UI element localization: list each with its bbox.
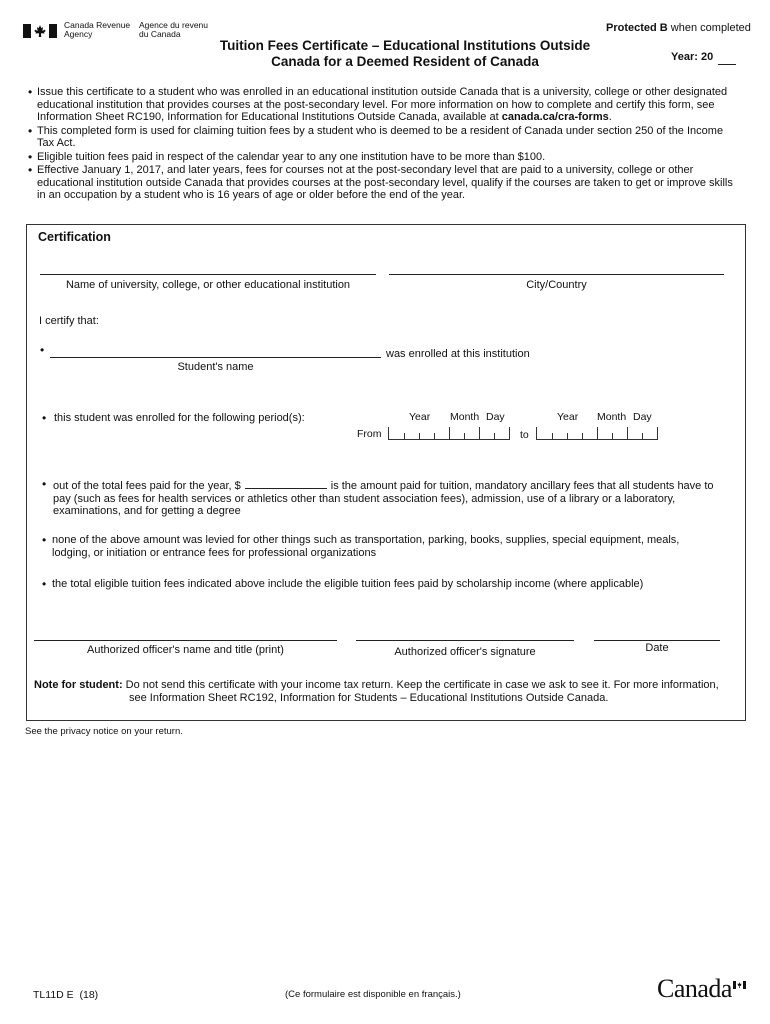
periods-bullet: • [42, 411, 47, 425]
intro-bullet-4: • Effective January 1, 2017, and later years, fees for courses not at the post-secondary level that are paid to a university, college or other educational institution outside Canada that provides courses at the post-secondary level, qualify if the courses are taken to get or improve skills in an occupation by a student who is 16 years of age or older before the end of the year. [28, 164, 743, 202]
protected-b-label: Protected B when completed [606, 22, 751, 34]
from-day-header: Day [486, 411, 505, 423]
to-date-input[interactable] [536, 427, 658, 440]
canada-wordmark: Canada [657, 974, 732, 1003]
institution-name-input[interactable] [40, 274, 376, 275]
from-date-input[interactable] [388, 427, 510, 440]
from-month-header: Month [450, 411, 480, 423]
fees-text: out of the total fees paid for the year, $ is the amount paid for tuition, mandatory ancillary fees that all students have to pay (such as fees for health services or athletics other than student association fees), admission, use of a library or a laboratory, examinations, and for getting a degree [53, 480, 714, 517]
form-title: Tuition Fees Certificate – Educational Institutions Outside Canada for a Deemed Resident of Canada [219, 38, 591, 69]
officer-signature-input[interactable] [356, 640, 574, 641]
agency-name-english: Canada Revenue Agency [64, 20, 131, 39]
date-input[interactable] [594, 640, 720, 641]
intro-bullet-1: • Issue this certificate to a student who was enrolled in an educational institution outside Canada that is a university, college or other designated educational institution that provides courses at the post-secondary level. For more information on how to complete and certify this form, see Information Sheet RC190, Information for Educational Institutions Outside Canada, available at canada.ca/cra-forms. [28, 86, 743, 124]
wordmark-flag-icon [733, 976, 746, 984]
none-levied-text: none of the above amount was levied for other things such as transportation, parking, books, supplies, special equipment, meals, lodging, or initiation or entrance fees for professional organizations [52, 534, 680, 559]
certify-that-text: I certify that: [39, 315, 99, 327]
officer-name-input[interactable] [34, 640, 337, 641]
date-label: Date [645, 642, 669, 654]
student-bullet: • [40, 343, 45, 357]
fees-bullet: • [42, 477, 47, 491]
institution-name-label: Name of university, college, or other educational institution [65, 279, 351, 291]
periods-text: this student was enrolled for the following period(s): [54, 412, 305, 424]
officer-signature-label: Authorized officer's signature [394, 646, 536, 658]
year-field-label: Year: 20 [671, 51, 714, 63]
scholarship-text: the total eligible tuition fees indicated above include the eligible tuition fees paid by scholarship income (where applicable) [52, 578, 644, 590]
intro-bullets [28, 86, 743, 203]
scholarship-bullet: • [42, 577, 47, 591]
officer-name-label: Authorized officer's name and title (print) [87, 644, 284, 656]
student-name-input[interactable] [50, 357, 381, 358]
from-year-header: Year [409, 411, 431, 423]
city-country-input[interactable] [389, 274, 724, 275]
agency-name-french: Agence du revenu du Canada [139, 20, 208, 39]
intro-bullet-3: • Eligible tuition fees paid in respect of the calendar year to any one institution have to be more than $100. [28, 151, 743, 164]
none-levied-bullet: • [42, 533, 47, 547]
note-for-student: Note for student: Do not send this certificate with your income tax return. Keep the certificate in case we ask to see it. For more information, see Information Sheet RC192, Information for Students – Educational Institutions Outside Canada. [34, 679, 719, 704]
privacy-notice: See the privacy notice on your return. [25, 726, 183, 737]
intro-bullet-2: • This completed form is used for claiming tuition fees by a student who is deemed to be a resident of Canada under section 250 of the Income Tax Act. [28, 125, 743, 150]
from-label: From [357, 428, 382, 440]
tuition-amount-input[interactable] [245, 478, 327, 489]
certification-heading: Certification [38, 230, 111, 244]
enrolled-text: was enrolled at this institution [386, 348, 530, 360]
to-month-header: Month [597, 411, 627, 423]
student-name-label: Student's name [177, 361, 254, 373]
cra-forms-link[interactable]: canada.ca/cra-forms [501, 111, 609, 123]
to-label: to [520, 429, 529, 441]
canada-flag-icon [23, 24, 57, 38]
to-day-header: Day [633, 411, 652, 423]
french-availability-note: (Ce formulaire est disponible en français.) [285, 989, 461, 1000]
year-field-input[interactable] [718, 64, 736, 65]
form-code: TL11D E (18) [33, 989, 99, 1001]
to-year-header: Year [557, 411, 579, 423]
city-country-label: City/Country [526, 279, 587, 291]
